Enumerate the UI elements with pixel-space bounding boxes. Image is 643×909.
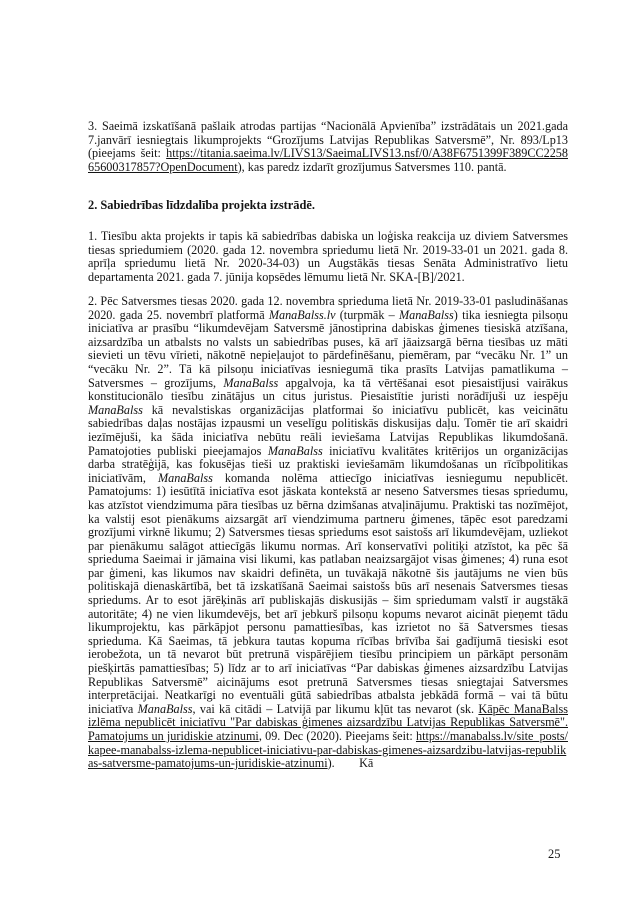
paragraph-manabalss-initiative [88,295,568,771]
paragraph-text: 2. Pēc Satversmes tiesas 2020. gada 12. novembra sprieduma lietā Nr. 2019-33-01 pasludināšanas 2020. gada 25. novembrī platformā [88,294,568,322]
paragraph-text: , 09. Dec (2020). Pieejams šeit: [258,729,416,743]
paragraph-background: 1. Tiesību akta projekts ir tapis kā sabiedrības dabiska un loģiska reakcija uz diviem Satversmes tiesas spriedumiem (2020. gada 12. novembra spriedumu lietā Nr. 2019-33-01 un 2021. gada 8. aprīļa spriedumu lietā Nr. 2020-34-03) un Augstākās tiesas Senāta Administratīvo lietu departamenta 2021. gada 7. jūnija kopsēdes lēmumu lietā Nr. SKA-[B]/2021. [88,229,568,284]
paragraph-text: apgalvoja, ka tā vērtēšanai esot piesaistījusi vairākus konstitucionālo tiesību zinātājus un citus juristus. Piesaistītie juristi norādījuši uz iespēju [88,375,568,404]
section-heading: 2. Sabiedrības līdzdalība projekta izstrādē. [88,198,315,212]
italic-term: ManaBalss [88,402,143,417]
manabalss-article-url-link[interactable]: https://manabalss.lv/site_posts/kapee-manabalss-izlema-nepublicet-iniciativu-par-dabiskas-gimenes-aizsardzibu-latvijas-republikas-satversme-pamatojums-un-juridiskie-atzinumi [88,729,568,771]
paragraph-text: 3. Saeimā izskatīšanā pašlaik atrodas partijas “Nacionālā Apvienība” izstrādātais un 2021.gada 7.janvārī iesniegtais likumprojekts “Grozījums Latvijas Republikas Satversmē”, Nr. 893/Lp13 (pieejams šeit: [88,119,568,161]
paragraph-text: komanda nolēma attiecīgo iniciatīvas iesniegumu nepublicēt. Pamatojums: 1) iesūtītā iniciatīva esot jāskata kontekstā ar neseno Satversmes tiesas spriedumu, kas atzīstot viendzimuma pāra tiesības uz bērna dzimšanas atvaļinājumu. Praktiski tas nozīmējot, ka valstij esot pienākums aizsargāt arī viendzimuma partneru ģimenes, tāpēc esot paredzami grozījumi virknē likumu; 2) Satversmes tiesas spriedums esot saistošs arī likumdevējam, uzliekot par pienākumu salāgot attiecīgās likumu normas. Arī konservatīvi politiķi atzīstot, ka pēc šā sprieduma Saeimai ir jāmaina visi likumi, kas patlaban neaizsargājot visas ģimenes; 4) runa esot par ģimeni, kas likumos nav skaidri definēta, un tuvākajā nākotnē šis jautājums ne vien būs politiskajā dienaskārtībā, bet tā izskatīšanā Saeimai saistošs būs arī nesenais Satversmes tiesas spriedums. Ar to esot jārēķinās arī publiskajās diskusijās – šim spriedumam valstī ir augstākā autoritāte; 4) ne vien likumdevējs, bet arī jebkurš pilsoņu kopums nevarot aicināt pieņemt tādu likumprojektu, kas pārkāpjot personu pamattiesības, kas izrietot no šā Satversmes tiesas sprieduma. Kā Saeimas, tā jebkura tautas kopuma rīcības brīvība šai gadījumā tiesiski esot ierobežota, un tā nevarot būt pretrunā vispārējiem tiesību principiem un pārkāpt personām piešķirtās pamattiesības; 5) līdz ar to arī iniciatīvas “Par dabiskas ģimenes aizsardzību Latvijas Republikas Satversmē” aicinājums esot pretrunā Satversmes tiesas sniegtajai Satversmes interpretācijai. Neatkarīgi no eventuāli gūtā sabiedrības atbalsta jebkādā formā – vai tā būtu iniciatīva [88,470,569,716]
paragraph-text: iniciatīvu kvalitātes kritērijos un organizācijas darba stratēģijā, kas fokusējas tieši uz praktiski ieviešamām likumdošanas un rīcībpolitikas iniciatīvām, [88,443,568,485]
manabalss-article-title-link[interactable]: Kāpēc ManaBalss izlēma nepublicēt iniciatīvu "Par dabiskas ģimenes aizsardzību Latvijas Republikas Satversmē". Pamatojums un juridiskie atzinumi [88,701,568,743]
paragraph-text: ). Kā [327,756,374,771]
italic-term: ManaBalss [223,375,279,390]
paragraph-text: , vai kā citādi – Latvijā par likumu kļūt tas nevarot (sk. [192,701,479,716]
paragraph-text: (turpmāk – [335,307,399,322]
italic-term: ManaBalss [267,443,323,458]
saeima-bill-link[interactable]: https://titania.saeima.lv/LIVS13/SaeimaLIVS13.nsf/0/A38F6751399F389CC225865600317857?OpenDocument [88,146,568,174]
italic-term: ManaBalss.lv [268,307,336,322]
paragraph-text: ) tika iesniegta pilsoņu iniciatīva ar prasību “likumdevējam Satversmē jānostiprina dabiskas ģimenes tiesiskā atzīšana, aizsardzība un atbalsts no valsts un sabiedrības puses, kā arī jāaizsargā bērna tiesības uz māti sievieti un tēvu vīrieti, nākotnē nepieļaujot to pārdefinēšanu, piemēram, par “vecāku Nr. 1” un “vecāku Nr. 2”. Tā kā pilsoņu iniciatīvas iesniegumā tika prasīts Latvijas pamatlikuma – Satversmes – grozījums, [88,307,568,390]
italic-term: ManaBalss [157,470,213,485]
italic-term: ManaBalss [398,307,454,322]
paragraph-text: ), kas paredz izdarīt grozījumus Satversmes 110. pantā. [237,159,507,174]
paragraph-text: kā nevalstiskas organizācijas platformai šo iniciatīvu publicēt, kas veicinātu sabiedrības daļas nostājas izpausmi un veselīgu politiskās diskusijas daļu. Tomēr tie arī skaidri iezīmējuši, ka šāda iniciatīva nebūtu reāli ieviešama Latvijas Republikas likumdošanā. Pamatojoties publiski pieejamajos [88,402,568,458]
page-number: 25 [548,847,561,861]
italic-term: ManaBalss [137,701,193,716]
paragraph-bill-status [88,120,568,174]
